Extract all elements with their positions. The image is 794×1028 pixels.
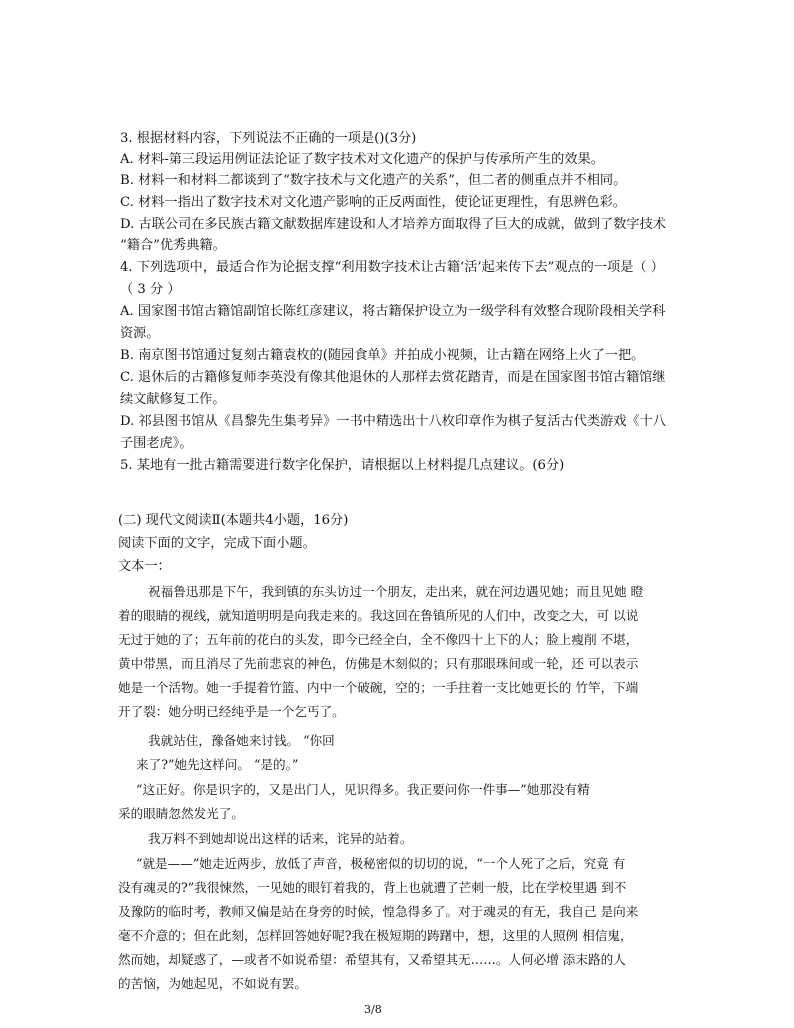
section-instruction: 阅读下面的文字，完成下面小题。	[118, 536, 316, 551]
q4-option-b: B. 南京图书馆通过复刻古籍袁枚的(随园食单》并拍成小视频，让古籍在网络上火了一把。	[120, 348, 645, 363]
q4-option-c-line2: 续文献修复工作。	[120, 392, 226, 407]
q3-option-d-line2: “籍合”优秀典籍。	[120, 238, 226, 253]
q3-option-d-line1: D. 古联公司在多民族古籍文献数据库建设和人才培养方面取得了巨大的成就，做到了数字技术	[120, 217, 666, 232]
passage-line: 没有魂灵的?”我很悚然，一见她的眼钉着我的，背上也就遭了芒刺一般，比在学校里遇 到不	[118, 880, 627, 895]
passage-line: “这正好。你是识字的，又是出门人，见识得多。我正要问你一件事—”她那没有精	[136, 782, 590, 797]
passage-line: 的苦恼，为她起见，不如说有罢。	[118, 976, 307, 991]
q4-option-d-line2: 子围老虎》。	[120, 436, 193, 451]
passage-line: 无过于她的了；五年前的花白的头发，即今已经全白，全不像四十上下的人；脸上瘦削 不堪，	[118, 632, 639, 647]
passage-line: 来了?”她先这样问。 “是的。”	[136, 757, 299, 772]
q3-option-b: B. 材料一和材料二都谈到了“数字技术与文化遗产的关系”，但二者的侧重点并不相同。	[120, 173, 627, 188]
q3-stem: 3. 根据材料内容，下列说法不正确的一项是()(3分)	[120, 131, 417, 146]
q5-stem: 5. 某地有一批古籍需要进行数字化保护，请根据以上材料提几点建议。(6分)	[120, 458, 565, 473]
passage-line: “就是——”她走近两步，放低了声音，极秘密似的切切的说，“一个人死了之后，究竟 有	[136, 856, 626, 871]
passage-line: 着的眼睛的视线，就知道明明是向我走来的。我这回在鲁镇所见的人们中，改变之大，可 以说	[118, 608, 639, 623]
q3-option-c: C. 材料一指出了数字技术对文化遗产影响的正反两面性，使论证更理性，有思辨色彩。	[120, 195, 626, 210]
passage-line: 我万料不到她却说出这样的话来，诧异的站着。	[148, 831, 413, 846]
passage-line: 然而她，却疑惑了，—或者不如说希望：希望其有，又希望其无……。人何必增 添末路的人	[118, 952, 626, 967]
q4-option-a-line2: 资源。	[120, 326, 160, 341]
passage-line: 采的眼睛忽然发光了。	[118, 806, 244, 821]
passage-line: 黄中带黑，而且消尽了先前悲哀的神色，仿佛是木刻似的；只有那眼珠间或一轮，还 可以表示	[118, 656, 639, 671]
q3-option-a: A. 材料-第三段运用例证法论证了数字技术对文化遗产的保护与传承所产生的效果。	[120, 152, 604, 167]
q4-stem-line1: 4. 下列选项中，最适合作为论据支撑“利用数字技术让古籍‘活’起来传下去”观点的一项是（ ）	[120, 260, 664, 275]
passage-line: 及豫防的临时考，教师又偏是站在身旁的时候，惶急得多了。对于魂灵的有无，我自己 是向来	[118, 904, 639, 919]
q4-stem-line2: （ 3 分 ）	[120, 282, 181, 297]
passage-line: 她是一个活物。她一手提着竹篮、内中一个破碗，空的；一手拄着一支比她更长的 竹竿，下端	[118, 680, 639, 695]
passage-line: 毫不介意的；但在此刻，怎样回答她好呢?我在极短期的踌躇中，想，这里的人照例 相信鬼，	[118, 928, 633, 943]
q4-option-d-line1: D. 祁县图书馆从《昌黎先生集考异》一书中精选出十八枚印章作为棋子复活古代类游戏《十八	[120, 414, 666, 429]
passage-line: 开了裂：她分明已经纯乎是一个乞丐了。	[118, 704, 345, 719]
page-number: 3/8	[364, 1003, 382, 1016]
passage-line: 祝福鲁迅那是下午，我到镇的东头访过一个朋友，走出来，就在河边遇见她；而且见她 瞪	[148, 584, 644, 599]
text-label: 文本一：	[118, 559, 171, 574]
q4-option-c-line1: C. 退休后的古籍修复师李英没有像其他退休的人那样去赏花踏青，而是在国家图书馆古籍馆继	[120, 370, 666, 385]
passage-line: 我就站住，豫备她来讨钱。 “你回	[148, 733, 335, 748]
section-heading: (二) 现代文阅读Ⅱ(本题共4小题，16分)	[118, 513, 349, 528]
q4-option-a-line1: A. 国家图书馆古籍馆副馆长陈红彦建议，将古籍保护设立为一级学科有效整合现阶段相关学科	[120, 304, 666, 319]
